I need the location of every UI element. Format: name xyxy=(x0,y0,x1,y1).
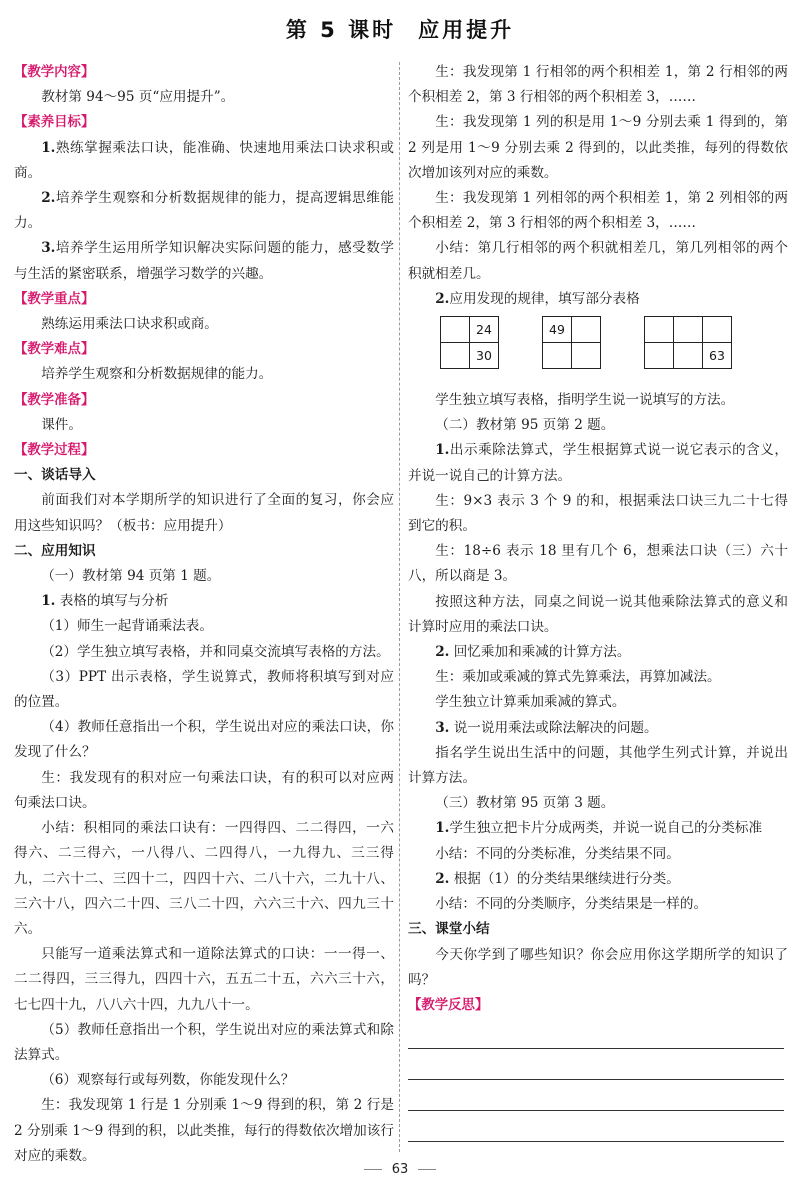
partial-table-1 xyxy=(440,316,499,369)
section-heading-apply: 二、应用知识 xyxy=(14,542,96,559)
table-cell: 63 xyxy=(703,343,732,369)
section-tag-difficulty: 【教学难点】 xyxy=(14,342,95,358)
paragraph: （三）教材第 95 页第 3 题。 xyxy=(435,795,615,812)
section-heading-summary: 三、课堂小结 xyxy=(408,921,490,938)
paragraph: （3）PPT 出示表格，学生说算式，教师将积填写到对应的位置。 xyxy=(14,668,394,711)
paragraph: 生：18÷6 表示 18 里有几个 6，想乘法口诀（三）六十八，所以商是 3。 xyxy=(408,543,788,585)
paragraph: 小结：第几行相邻的两个积就相差几，第几列相邻的两个积就相差几。 xyxy=(408,240,788,282)
paragraph: 生：我发现第 1 列相邻的两个积相差 1，第 2 列相邻的两个积相差 2，第 3 行相邻的两个积相差 3，…… xyxy=(408,190,788,232)
table-cell xyxy=(572,317,601,343)
paragraph: 2. 回忆乘加和乘减的计算方法。 xyxy=(435,644,631,661)
paragraph: 生：我发现第 1 列的积是用 1～9 分别去乘 1 得到的，第 2 列是用 1～9 分别去乘 2 得到的，以此类推，每列的得数依次增加该列对应的乘数。 xyxy=(408,114,788,181)
section-tag-goals: 【素养目标】 xyxy=(14,115,95,131)
paragraph: 只能写一道乘法算式和一道除法算式的口诀：一一得一、二二得四，三三得九，四四十六，五五二十五，六六三十六，七七四十九，八八六十四，九九八十一。 xyxy=(14,946,394,1013)
paragraph: （5）教师任意指出一个积，学生说出对应的乘法算式和除法算式。 xyxy=(14,1021,394,1063)
paragraph: 小结：积相同的乘法口诀有：一四得四、二二得四，一六得六、二三得六，一八得八、二四得八，一九得九、三三得九，二六十二、三四十二，四四十六、二八十六，二九十八、三六十八，四六二十四、三八二十四，六六三十六、四九三十六。 xyxy=(14,820,394,937)
paragraph: （2）学生独立填写表格，并和同桌交流填写表格的方法。 xyxy=(41,643,390,660)
table-cell xyxy=(703,317,732,343)
paragraph: （6）观察每行或每列数，你能发现什么？ xyxy=(41,1072,295,1089)
page-number: 63 xyxy=(0,1162,800,1177)
paragraph: 小结：不同的分类标准，分类结果不同。 xyxy=(435,845,680,862)
table-cell xyxy=(572,343,601,369)
paragraph: 生：乘加或乘减的算式先算乘法，再算加减法。 xyxy=(435,669,721,686)
paragraph: 生：9×3 表示 3 个 9 的和，根据乘法口诀三九二十七得到它的积。 xyxy=(408,492,788,535)
table-cell xyxy=(674,317,703,343)
paragraph: 指名学生说出生活中的问题，其他学生列式计算，并说出计算方法。 xyxy=(408,744,788,787)
column-divider xyxy=(399,62,400,1152)
paragraph: 3. 说一说用乘法或除法解决的问题。 xyxy=(435,719,658,736)
goal-3: 3.培养学生运用所学知识解决实际问题的能力，感受数学与生活的紧密联系，增强学习数学的兴趣。 xyxy=(14,240,394,282)
writing-line xyxy=(408,1110,784,1111)
goal-2: 2.培养学生观察和分析数据规律的能力，提高逻辑思维能力。 xyxy=(14,190,394,232)
preparation-text: 课件。 xyxy=(41,416,82,433)
paragraph: 1.学生独立把卡片分成两类，并说一说自己的分类标准 xyxy=(435,820,763,837)
table-cell xyxy=(543,343,572,369)
paragraph: 生：我发现第 1 行相邻的两个积相差 1，第 2 行相邻的两个积相差 2，第 3 行相邻的两个积相差 3，…… xyxy=(408,64,788,106)
content-text: 教材第 94～95 页“应用提升”。 xyxy=(41,89,235,106)
table-cell: 24 xyxy=(470,317,499,343)
right-column xyxy=(408,60,788,1142)
reflection-lines xyxy=(408,1048,788,1142)
writing-line xyxy=(408,1048,784,1049)
paragraph: 2. 根据（1）的分类结果继续进行分类。 xyxy=(435,870,680,887)
table-cell: 49 xyxy=(543,317,572,343)
partial-table-3 xyxy=(644,316,732,369)
writing-line xyxy=(408,1079,784,1080)
table-cell xyxy=(441,317,470,343)
goal-1: 1.熟练掌握乘法口诀，能准确、快速地用乘法口诀求积或商。 xyxy=(14,139,394,181)
section-tag-content: 【教学内容】 xyxy=(14,65,95,80)
lesson-title: 应用提升 xyxy=(418,18,515,42)
table-cell xyxy=(645,317,674,343)
table-cell: 30 xyxy=(470,343,499,369)
section-tag-preparation: 【教学准备】 xyxy=(14,392,95,408)
paragraph: 生：我发现有的积对应一句乘法口诀，有的积可以对应两句乘法口诀。 xyxy=(14,769,394,811)
writing-line xyxy=(408,1141,784,1142)
paragraph: 1. 表格的填写与分析 xyxy=(41,593,169,610)
paragraph: 2.应用发现的规律，填写部分表格 xyxy=(435,290,640,307)
paragraph: 前面我们对本学期所学的知识进行了全面的复习，你会应用这些知识吗？（板书：应用提升） xyxy=(14,492,394,534)
key-text: 熟练运用乘法口诀求积或商。 xyxy=(41,316,218,333)
paragraph: 1.出示乘除法算式，学生根据算式说一说它表示的含义，并说一说自己的计算方法。 xyxy=(408,442,788,484)
paragraph: （二）教材第 95 页第 2 题。 xyxy=(435,417,615,434)
paragraph: 生：我发现第 1 行是 1 分别乘 1～9 得到的积，第 2 行是 2 分别乘 1～9 得到的积，以此类推，每行的得数依次增加该行对应的乘数。 xyxy=(14,1097,394,1164)
table-cell xyxy=(441,343,470,369)
lesson-number: 第 5 课时 xyxy=(285,18,397,42)
section-tag-process: 【教学过程】 xyxy=(14,443,95,459)
paragraph: 小结：不同的分类顺序，分类结果是一样的。 xyxy=(435,896,708,913)
paragraph: 按照这种方法，同桌之间说一说其他乘除法算式的意义和计算时应用的乘法口诀。 xyxy=(408,593,788,635)
section-tag-reflection: 【教学反思】 xyxy=(408,997,489,1013)
partial-table-2 xyxy=(542,316,601,369)
paragraph: 今天你学到了哪些知识？你会应用你这学期所学的知识了吗？ xyxy=(408,946,788,988)
left-column xyxy=(14,60,394,1169)
table-cell xyxy=(645,343,674,369)
paragraph: 学生独立填写表格，指明学生说一说填写的方法。 xyxy=(435,392,735,409)
partial-tables xyxy=(408,316,788,386)
difficulty-text: 培养学生观察和分析数据规律的能力。 xyxy=(41,366,273,383)
table-cell xyxy=(674,343,703,369)
paragraph: （一）教材第 94 页第 1 题。 xyxy=(41,568,221,585)
page-title xyxy=(0,14,800,44)
paragraph: （4）教师任意指出一个积，学生说出对应的乘法口诀，你发现了什么？ xyxy=(14,719,394,761)
paragraph: 学生独立计算乘加乘减的算式。 xyxy=(435,694,626,711)
paragraph: （1）师生一起背诵乘法表。 xyxy=(41,618,213,635)
section-tag-key: 【教学重点】 xyxy=(14,291,95,307)
section-heading-intro: 一、谈话导入 xyxy=(14,467,96,484)
